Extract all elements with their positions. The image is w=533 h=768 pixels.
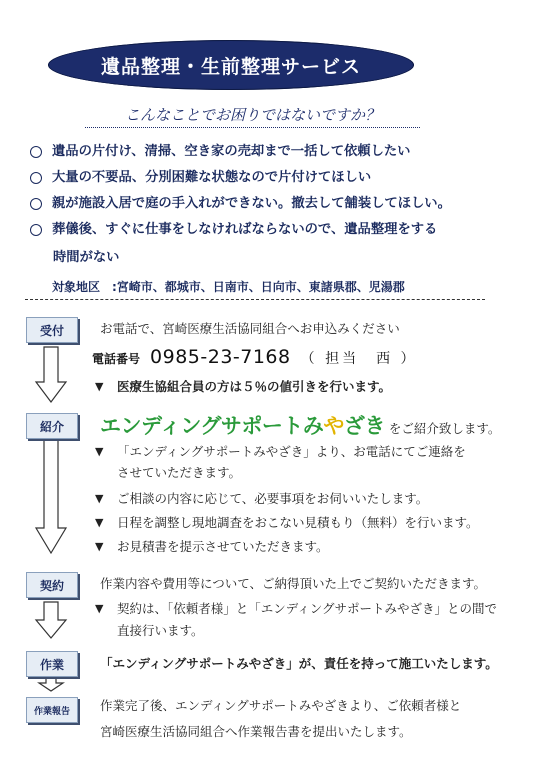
down-arrow-icon xyxy=(36,347,66,402)
brand-line xyxy=(100,410,500,440)
report-text-line1: 作業完了後、エンディングサポートみやざきより、ご依頼者様と xyxy=(100,698,462,713)
triangle-bullet-icon: ▼ xyxy=(95,445,104,458)
service-area: 対象地区 :宮崎市、都城市、日南市、日向市、東諸県郡、児湯郡 xyxy=(52,280,405,294)
triangle-bullet-icon: ▼ xyxy=(95,380,104,393)
step-label-work: 作業 xyxy=(26,651,78,677)
list-item xyxy=(95,442,466,461)
triangle-bullet-icon: ▼ xyxy=(95,492,104,505)
concern-text: 遺品の片付け、清掃、空き家の売却まで一括して依頼したい xyxy=(52,144,411,159)
brand-after-text: をご紹介致します。 xyxy=(388,421,501,436)
step-label-reception: 受付 xyxy=(26,317,78,343)
down-arrow-icon xyxy=(36,440,66,553)
list-item xyxy=(95,599,497,618)
report-text-line2: 宮崎医療生活協同組合へ作業報告書を提出いたします。 xyxy=(100,724,412,739)
list-item-text: 契約は、「依頼者様」と「エンディングサポートみやざき」との間で xyxy=(117,601,498,616)
note-text: 医療生協組合員の方は５％の値引きを行います。 xyxy=(117,379,392,394)
down-arrow-icon xyxy=(36,602,66,638)
concern-text: 葬儀後、すぐに仕事をしなければならないので、遺品整理をする xyxy=(52,222,438,237)
subtitle: こんなことでお困りではないですか？ xyxy=(85,104,420,128)
brand-logo: エンディングサポートみやざき xyxy=(100,414,385,438)
contract-text: 作業内容や費用等について、ご納得頂いた上でご契約いただきます。 xyxy=(100,576,487,591)
concern-text: 大量の不要品、分別困難な状態なので片付けてほしい xyxy=(52,170,372,185)
down-arrow-icon xyxy=(39,678,63,691)
list-item-text: お見積書を提示させていただきます。 xyxy=(117,539,329,554)
list-item-text: ご相談の内容に応じて、必要事項をお伺いいたします。 xyxy=(117,491,429,506)
phone-contact: （ 担当 西 ） xyxy=(300,351,418,367)
page-title: 遺品整理・生前整理サービス xyxy=(100,55,361,78)
list-item xyxy=(95,513,479,532)
phone-label: 電話番号 xyxy=(92,352,141,366)
phone-line xyxy=(92,346,418,368)
triangle-bullet-icon: ▼ xyxy=(95,540,104,553)
work-text: 「エンディングサポートみやざき」が、責任を持って施工いたします。 xyxy=(100,656,498,671)
list-item-text: 「エンディングサポートみやざき」より、お電話にてご連絡を xyxy=(117,444,466,459)
reception-note xyxy=(95,377,391,396)
list-item xyxy=(95,489,428,508)
reception-text: お電話で、宮崎医療生活協同組合へお申込みください xyxy=(100,321,400,336)
list-item-continuation: させていただきます。 xyxy=(117,465,242,480)
list-item-continuation: 直接行います。 xyxy=(117,623,204,638)
step-label-report: 作業報告 xyxy=(26,697,78,723)
phone-number: 0985-23-7168 xyxy=(150,346,291,368)
list-item-text: 日程を調整し現地調査をおこない見積もり（無料）を行います。 xyxy=(117,515,479,530)
step-label-introduction: 紹介 xyxy=(26,413,78,439)
step-label-contract: 契約 xyxy=(26,572,78,598)
concern-text: 親が施設入居で庭の手入れができない。撤去して舗装してほしい。 xyxy=(52,196,451,211)
triangle-bullet-icon: ▼ xyxy=(95,516,104,529)
list-item xyxy=(95,537,329,556)
triangle-bullet-icon: ▼ xyxy=(95,602,104,615)
concern-continuation: 時間がない xyxy=(53,250,120,265)
